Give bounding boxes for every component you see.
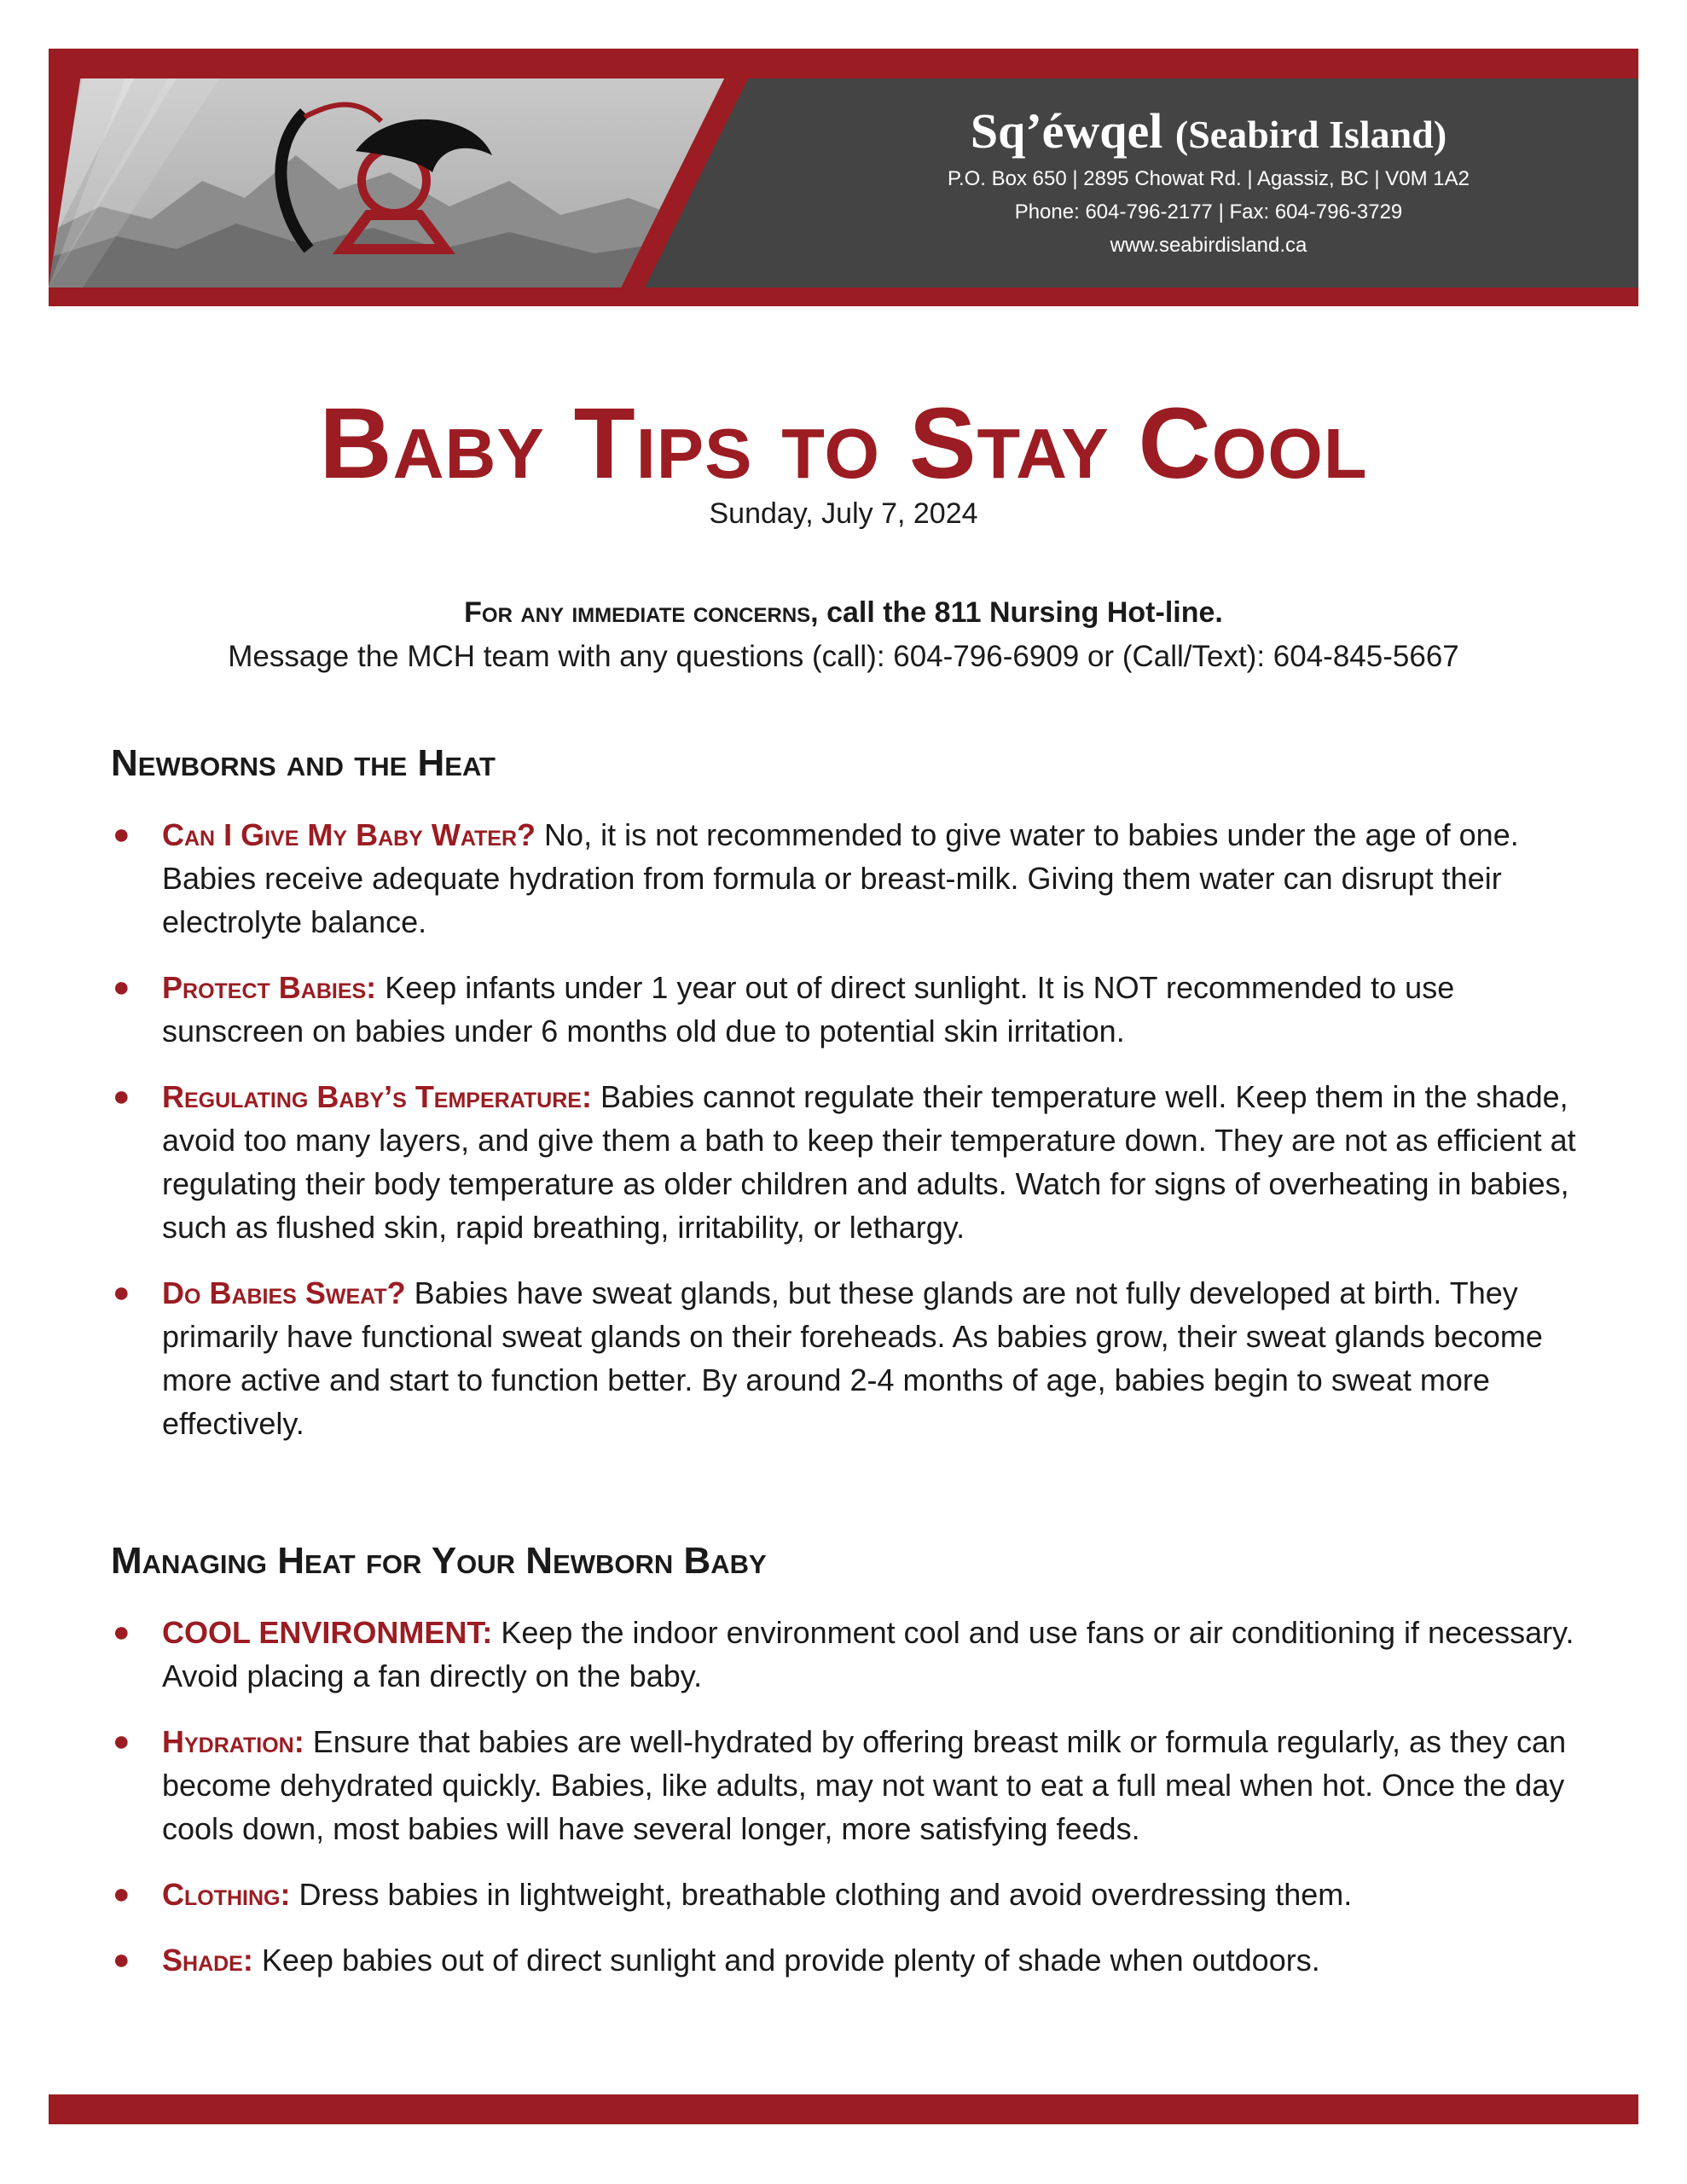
section-heading: Newborns and the Heat — [111, 742, 496, 784]
list-item — [111, 1271, 1578, 1445]
notice-lead: For any immediate concerns, — [464, 596, 819, 629]
section-heading: Managing Heat for Your Newborn Baby — [111, 1540, 767, 1582]
bullet-icon: ● — [113, 1943, 130, 1976]
bullet-list — [111, 1611, 1578, 1982]
bullet-icon: ● — [113, 818, 130, 851]
item-label: Shade: — [162, 1943, 253, 1978]
item-text: Keep the indoor environment cool and use fans or air conditioning if necessary. Avoid placing a fan directly on the baby. — [162, 1615, 1574, 1693]
item-text: Keep infants under 1 year out of direct sunlight. It is NOT recommended to use sunscreen on babies under 6 months old due to potential skin irritation. — [162, 970, 1455, 1048]
list-item — [111, 1720, 1578, 1850]
org-contact-block — [778, 104, 1638, 262]
notice-lead-rest: call the 811 Nursing Hot-line. — [826, 596, 1223, 629]
item-label: Regulating Baby’s Temperature: — [162, 1079, 592, 1114]
list-item — [111, 1873, 1578, 1916]
item-text: Keep babies out of direct sunlight and provide plenty of shade when outdoors. — [261, 1943, 1320, 1978]
page-title: Baby Tips to Stay Cool — [319, 387, 1368, 500]
bullet-icon: ● — [113, 1725, 130, 1757]
item-label: Clothing: — [162, 1877, 291, 1912]
contact-notice — [0, 590, 1687, 679]
item-label: Hydration: — [162, 1724, 304, 1759]
footer-bar — [49, 2094, 1638, 2124]
item-text: Babies cannot regulate their temperature well. Keep them in the shade, avoid too many layers, and give them a bath to keep their temperature down. They are not as efficient at regulating their body temperature as older children and adults. Watch for signs of overheating in babies, such as flushed skin, rapid breathing, irritability, or lethargy. — [162, 1079, 1576, 1245]
item-label: Can I Give My Baby Water? — [162, 817, 536, 852]
bullet-icon: ● — [113, 1878, 130, 1910]
list-item — [111, 1938, 1578, 1982]
org-phone: Phone: 604-796-2177 | Fax: 604-796-3729 — [1014, 200, 1403, 224]
notice-line2: Message the MCH team with any questions (call): 604-796-6909 or (Call/Text): 604-845-5667 — [228, 640, 1459, 673]
bullet-icon: ● — [113, 1616, 130, 1648]
bullet-icon: ● — [113, 971, 130, 1003]
list-item — [111, 813, 1578, 944]
item-text: Dress babies in lightweight, breathable clothing and avoid overdressing them. — [299, 1877, 1353, 1912]
item-label: Do Babies Sweat? — [162, 1275, 406, 1310]
org-name-main: Sq’éwqel — [970, 103, 1163, 159]
list-item — [111, 1611, 1578, 1698]
org-website[interactable]: www.seabirdisland.ca — [1110, 234, 1307, 257]
section-managing-heat — [111, 1536, 1578, 2004]
item-text: No, it is not recommended to give water to babies under the age of one. Babies receive adequate hydration from formula or breast-milk. Giving them water can disrupt their electrolyte balance. — [162, 817, 1519, 939]
item-text: Babies have sweat glands, but these glands are not fully developed at birth. They primarily have functional sweat glands on their foreheads. As babies grow, their sweat glands become more active and start to function better. By around 2-4 months of age, babies begin to sweat more effectively. — [162, 1275, 1543, 1441]
list-item — [111, 1075, 1578, 1249]
item-label: COOL ENVIRONMENT: — [162, 1615, 493, 1650]
list-item — [111, 966, 1578, 1053]
section-newborns-heat — [111, 738, 1578, 1467]
item-text: Ensure that babies are well-hydrated by offering breast milk or formula regularly, as they can become dehydrated quickly. Babies, like adults, may not want to eat a full meal when hot. Once the day cools down, most babies will have several longer, more satisfying feeds. — [162, 1724, 1567, 1846]
org-name — [778, 104, 1638, 162]
bullet-list — [111, 813, 1578, 1445]
item-label: Protect Babies: — [162, 970, 377, 1005]
org-name-sub: (Seabird Island) — [1174, 113, 1447, 156]
bullet-icon: ● — [113, 1080, 130, 1112]
bullet-icon: ● — [113, 1276, 130, 1309]
header-banner — [49, 49, 1638, 306]
page-date: Sunday, July 7, 2024 — [709, 497, 978, 530]
org-address: P.O. Box 650 | 2895 Chowat Rd. | Agassiz, BC | V0M 1A2 — [948, 167, 1470, 190]
